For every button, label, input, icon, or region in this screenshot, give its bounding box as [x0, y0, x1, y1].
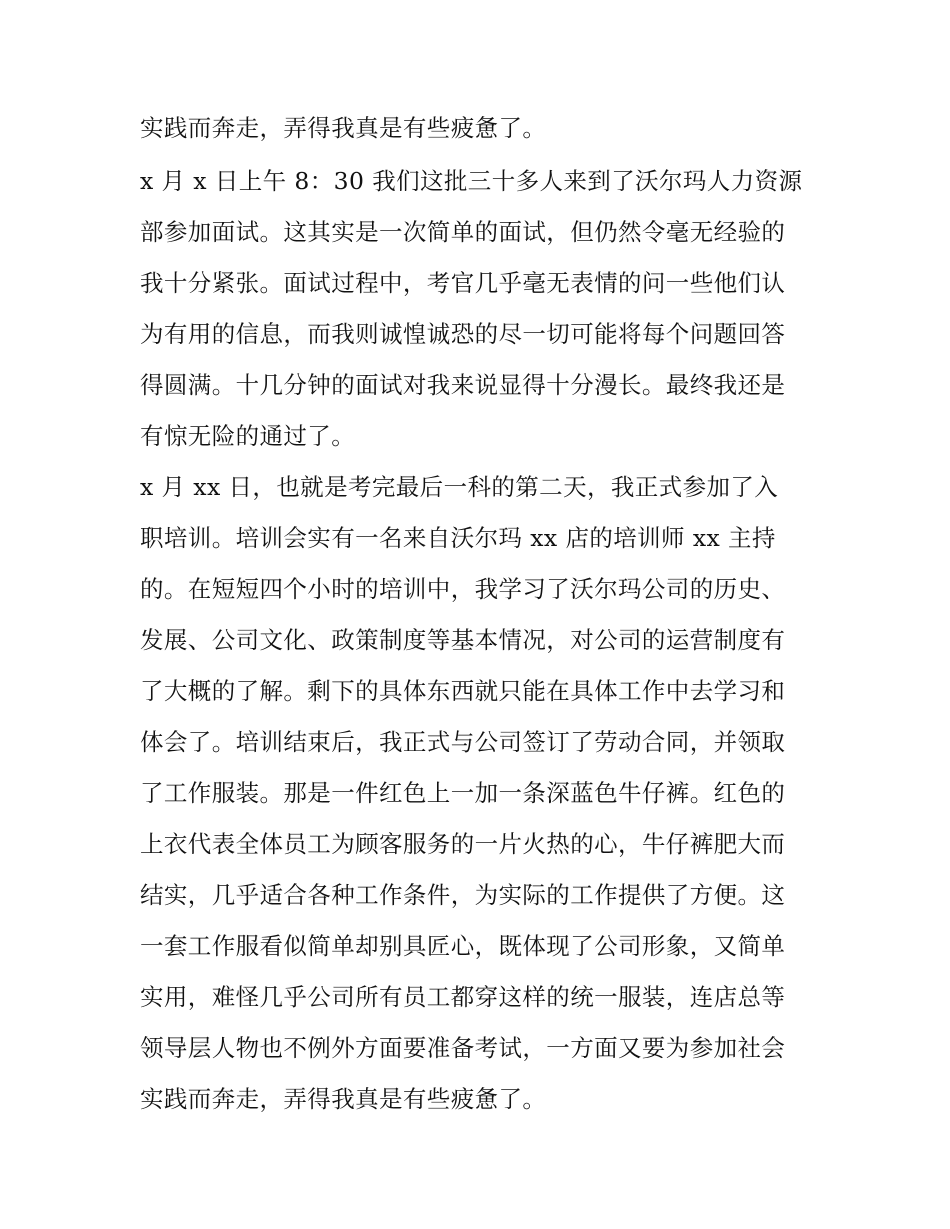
text-line: 结实，几乎适合各种工作条件，为实际的工作提供了方便。这 [140, 881, 786, 909]
text-line: x 月 xx 日，也就是考完最后一科的第二天，我正式参加了入 [140, 473, 779, 501]
text-line: 有惊无险的通过了。 [140, 422, 356, 450]
text-line: 我十分紧张。面试过程中，考官几乎毫无表情的问一些他们认 [140, 269, 786, 297]
text-line: 为有用的信息，而我则诚惶诚恐的尽一切可能将每个问题回答 [140, 320, 786, 348]
text-line: 实用，难怪几乎公司所有员工都穿这样的统一服装，连店总等 [140, 983, 786, 1011]
text-line: 发展、公司文化、政策制度等基本情况，对公司的运营制度有 [140, 626, 786, 654]
text-line: 体会了。培训结束后，我正式与公司签订了劳动合同，并领取 [140, 728, 786, 756]
text-line: 得圆满。十几分钟的面试对我来说显得十分漫长。最终我还是 [140, 371, 786, 399]
text-line: 了大概的了解。剩下的具体东西就只能在具体工作中去学习和 [140, 677, 786, 705]
text-line: 职培训。培训会实有一名来自沃尔玛 xx 店的培训师 xx 主持 [140, 524, 776, 552]
text-line: 一套工作服看似简单却别具匠心，既体现了公司形象，又简单 [140, 932, 786, 960]
text-line: 的。在短短四个小时的培训中，我学习了沃尔玛公司的历史、 [140, 575, 786, 603]
text-line: 上衣代表全体员工为顾客服务的一片火热的心，牛仔裤肥大而 [140, 830, 786, 858]
text-line: 实践而奔走，弄得我真是有些疲惫了。 [140, 1085, 547, 1113]
text-line: x 月 x 日上午 8：30 我们这批三十多人来到了沃尔玛人力资源 [140, 167, 803, 195]
text-line: 部参加面试。这其实是一次简单的面试，但仍然令毫无经验的 [140, 218, 786, 246]
text-line: 领导层人物也不例外方面要准备考试，一方面又要为参加社会 [140, 1034, 786, 1062]
text-line: 实践而奔走，弄得我真是有些疲惫了。 [140, 114, 547, 142]
text-line: 了工作服装。那是一件红色上一加一条深蓝色牛仔裤。红色的 [140, 779, 786, 807]
